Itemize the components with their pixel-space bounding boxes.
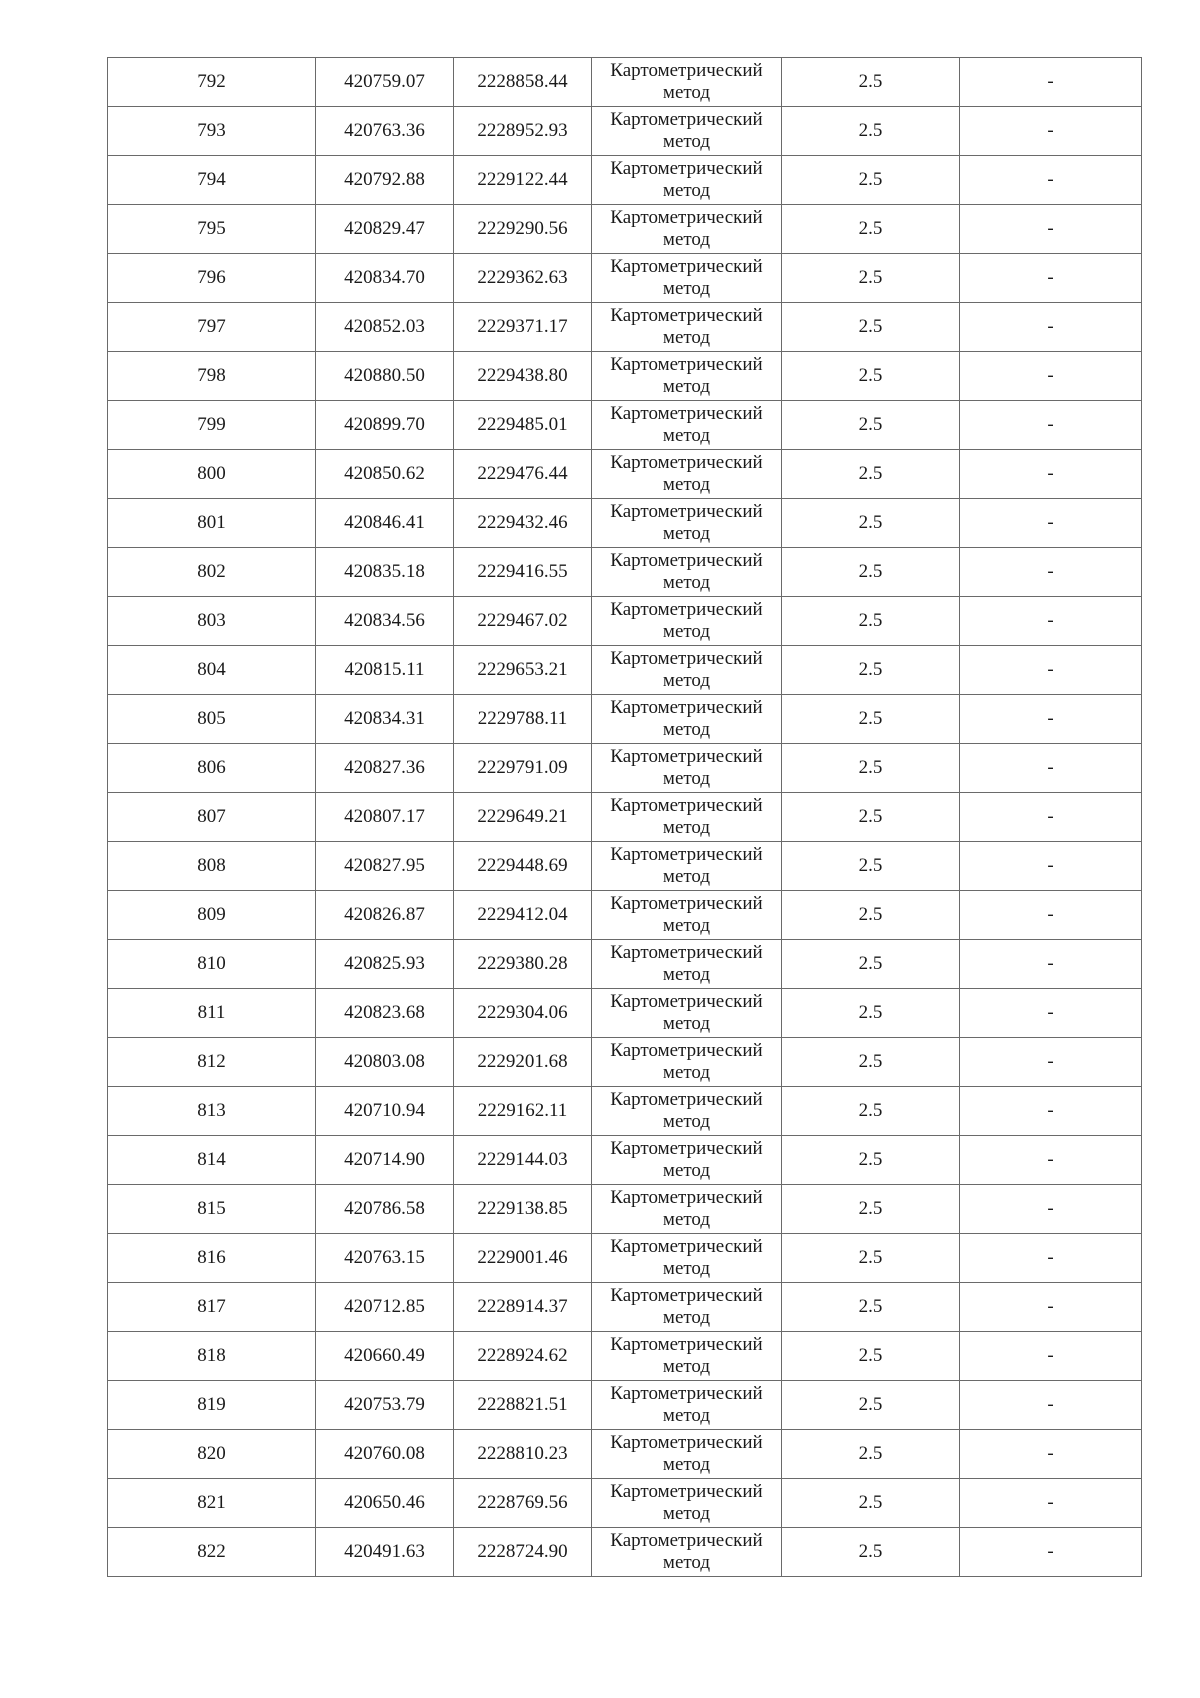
note-cell: - — [960, 1430, 1142, 1479]
accuracy-cell: 2.5 — [782, 548, 960, 597]
y-coordinate-cell: 2228724.90 — [454, 1528, 592, 1577]
point-number-cell: 796 — [108, 254, 316, 303]
x-coordinate-cell: 420786.58 — [316, 1185, 454, 1234]
y-coordinate-cell: 2229304.06 — [454, 989, 592, 1038]
method-cell — [592, 303, 782, 352]
note-cell: - — [960, 205, 1142, 254]
x-coordinate-cell: 420759.07 — [316, 58, 454, 107]
point-number-cell: 806 — [108, 744, 316, 793]
x-coordinate-cell: 420850.62 — [316, 450, 454, 499]
method-line-2: метод — [662, 1160, 711, 1181]
accuracy-cell: 2.5 — [782, 58, 960, 107]
note-cell: - — [960, 401, 1142, 450]
y-coordinate-cell: 2229144.03 — [454, 1136, 592, 1185]
point-number-cell: 804 — [108, 646, 316, 695]
note-cell: - — [960, 548, 1142, 597]
note-cell: - — [960, 499, 1142, 548]
method-line-2: метод — [662, 229, 711, 250]
method-line-1: Картометрический — [610, 158, 763, 179]
x-coordinate-cell: 420846.41 — [316, 499, 454, 548]
method-line-2: метод — [662, 1454, 711, 1475]
point-number-cell: 801 — [108, 499, 316, 548]
note-cell: - — [960, 1283, 1142, 1332]
note-cell: - — [960, 1332, 1142, 1381]
point-number-cell: 803 — [108, 597, 316, 646]
method-line-1: Картометрический — [610, 403, 763, 424]
table-row — [108, 891, 1142, 940]
x-coordinate-cell: 420710.94 — [316, 1087, 454, 1136]
x-coordinate-cell: 420826.87 — [316, 891, 454, 940]
method-line-1: Картометрический — [610, 844, 763, 865]
method-line-1: Картометрический — [610, 1089, 763, 1110]
note-cell: - — [960, 156, 1142, 205]
accuracy-cell: 2.5 — [782, 1479, 960, 1528]
method-line-1: Картометрический — [610, 697, 763, 718]
method-cell — [592, 1283, 782, 1332]
note-cell: - — [960, 940, 1142, 989]
point-number-cell: 816 — [108, 1234, 316, 1283]
method-line-1: Картометрический — [610, 305, 763, 326]
method-cell — [592, 156, 782, 205]
x-coordinate-cell: 420834.56 — [316, 597, 454, 646]
y-coordinate-cell: 2228952.93 — [454, 107, 592, 156]
method-cell — [592, 695, 782, 744]
coordinates-table-body — [108, 58, 1142, 1577]
table-row — [108, 1381, 1142, 1430]
method-line-1: Картометрический — [610, 1187, 763, 1208]
method-line-2: метод — [662, 278, 711, 299]
x-coordinate-cell: 420829.47 — [316, 205, 454, 254]
accuracy-cell: 2.5 — [782, 744, 960, 793]
accuracy-cell: 2.5 — [782, 1087, 960, 1136]
accuracy-cell: 2.5 — [782, 1185, 960, 1234]
table-row — [108, 1038, 1142, 1087]
accuracy-cell: 2.5 — [782, 842, 960, 891]
y-coordinate-cell: 2229412.04 — [454, 891, 592, 940]
table-row — [108, 1087, 1142, 1136]
x-coordinate-cell: 420491.63 — [316, 1528, 454, 1577]
table-row — [108, 254, 1142, 303]
x-coordinate-cell: 420834.70 — [316, 254, 454, 303]
accuracy-cell: 2.5 — [782, 793, 960, 842]
method-line-1: Картометрический — [610, 1432, 763, 1453]
method-line-1: Картометрический — [610, 1530, 763, 1551]
method-cell — [592, 58, 782, 107]
accuracy-cell: 2.5 — [782, 254, 960, 303]
point-number-cell: 799 — [108, 401, 316, 450]
point-number-cell: 818 — [108, 1332, 316, 1381]
method-line-2: метод — [662, 474, 711, 495]
method-cell — [592, 1136, 782, 1185]
point-number-cell: 795 — [108, 205, 316, 254]
note-cell: - — [960, 107, 1142, 156]
note-cell: - — [960, 1185, 1142, 1234]
method-line-2: метод — [662, 1258, 711, 1279]
method-line-2: метод — [662, 1503, 711, 1524]
method-line-2: метод — [662, 621, 711, 642]
y-coordinate-cell: 2228858.44 — [454, 58, 592, 107]
x-coordinate-cell: 420803.08 — [316, 1038, 454, 1087]
table-row — [108, 744, 1142, 793]
note-cell: - — [960, 793, 1142, 842]
method-line-1: Картометрический — [610, 354, 763, 375]
y-coordinate-cell: 2229001.46 — [454, 1234, 592, 1283]
method-line-1: Картометрический — [610, 795, 763, 816]
method-cell — [592, 597, 782, 646]
y-coordinate-cell: 2228810.23 — [454, 1430, 592, 1479]
method-line-2: метод — [662, 327, 711, 348]
note-cell: - — [960, 597, 1142, 646]
accuracy-cell: 2.5 — [782, 695, 960, 744]
y-coordinate-cell: 2229485.01 — [454, 401, 592, 450]
point-number-cell: 822 — [108, 1528, 316, 1577]
method-line-2: метод — [662, 1209, 711, 1230]
note-cell: - — [960, 891, 1142, 940]
point-number-cell: 798 — [108, 352, 316, 401]
note-cell: - — [960, 1528, 1142, 1577]
method-line-2: метод — [662, 1356, 711, 1377]
method-line-2: метод — [662, 1062, 711, 1083]
table-row — [108, 205, 1142, 254]
point-number-cell: 811 — [108, 989, 316, 1038]
note-cell: - — [960, 1234, 1142, 1283]
method-line-2: метод — [662, 180, 711, 201]
y-coordinate-cell: 2229467.02 — [454, 597, 592, 646]
accuracy-cell: 2.5 — [782, 401, 960, 450]
point-number-cell: 814 — [108, 1136, 316, 1185]
method-cell — [592, 940, 782, 989]
y-coordinate-cell: 2229290.56 — [454, 205, 592, 254]
accuracy-cell: 2.5 — [782, 646, 960, 695]
method-line-1: Картометрический — [610, 1138, 763, 1159]
method-cell — [592, 1234, 782, 1283]
table-row — [108, 1234, 1142, 1283]
method-cell — [592, 352, 782, 401]
y-coordinate-cell: 2229476.44 — [454, 450, 592, 499]
method-line-2: метод — [662, 866, 711, 887]
table-row — [108, 107, 1142, 156]
note-cell: - — [960, 450, 1142, 499]
method-line-2: метод — [662, 768, 711, 789]
method-line-1: Картометрический — [610, 893, 763, 914]
x-coordinate-cell: 420807.17 — [316, 793, 454, 842]
note-cell: - — [960, 352, 1142, 401]
note-cell: - — [960, 58, 1142, 107]
accuracy-cell: 2.5 — [782, 940, 960, 989]
y-coordinate-cell: 2229649.21 — [454, 793, 592, 842]
x-coordinate-cell: 420835.18 — [316, 548, 454, 597]
x-coordinate-cell: 420763.15 — [316, 1234, 454, 1283]
accuracy-cell: 2.5 — [782, 891, 960, 940]
method-line-1: Картометрический — [610, 60, 763, 81]
note-cell: - — [960, 744, 1142, 793]
method-cell — [592, 1087, 782, 1136]
method-line-2: метод — [662, 1307, 711, 1328]
table-row — [108, 58, 1142, 107]
y-coordinate-cell: 2228924.62 — [454, 1332, 592, 1381]
point-number-cell: 813 — [108, 1087, 316, 1136]
method-cell — [592, 646, 782, 695]
y-coordinate-cell: 2229788.11 — [454, 695, 592, 744]
method-line-1: Картометрический — [610, 109, 763, 130]
accuracy-cell: 2.5 — [782, 1038, 960, 1087]
x-coordinate-cell: 420823.68 — [316, 989, 454, 1038]
point-number-cell: 805 — [108, 695, 316, 744]
x-coordinate-cell: 420650.46 — [316, 1479, 454, 1528]
y-coordinate-cell: 2229371.17 — [454, 303, 592, 352]
accuracy-cell: 2.5 — [782, 1332, 960, 1381]
method-line-1: Картометрический — [610, 1334, 763, 1355]
x-coordinate-cell: 420852.03 — [316, 303, 454, 352]
point-number-cell: 812 — [108, 1038, 316, 1087]
method-line-1: Картометрический — [610, 452, 763, 473]
note-cell: - — [960, 695, 1142, 744]
y-coordinate-cell: 2228914.37 — [454, 1283, 592, 1332]
method-cell — [592, 107, 782, 156]
table-row — [108, 1528, 1142, 1577]
y-coordinate-cell: 2229122.44 — [454, 156, 592, 205]
method-cell — [592, 205, 782, 254]
table-row — [108, 1430, 1142, 1479]
accuracy-cell: 2.5 — [782, 597, 960, 646]
table-row — [108, 1479, 1142, 1528]
accuracy-cell: 2.5 — [782, 1283, 960, 1332]
note-cell: - — [960, 1381, 1142, 1430]
table-row — [108, 940, 1142, 989]
y-coordinate-cell: 2229416.55 — [454, 548, 592, 597]
x-coordinate-cell: 420792.88 — [316, 156, 454, 205]
table-row — [108, 1283, 1142, 1332]
note-cell: - — [960, 254, 1142, 303]
coordinates-table — [107, 57, 1142, 1577]
table-row — [108, 156, 1142, 205]
method-line-2: метод — [662, 915, 711, 936]
point-number-cell: 808 — [108, 842, 316, 891]
method-line-1: Картометрический — [610, 1383, 763, 1404]
method-cell — [592, 842, 782, 891]
accuracy-cell: 2.5 — [782, 1381, 960, 1430]
y-coordinate-cell: 2229380.28 — [454, 940, 592, 989]
method-line-2: метод — [662, 719, 711, 740]
method-line-1: Картометрический — [610, 648, 763, 669]
method-cell — [592, 891, 782, 940]
method-line-2: метод — [662, 670, 711, 691]
accuracy-cell: 2.5 — [782, 107, 960, 156]
method-cell — [592, 989, 782, 1038]
table-row — [108, 793, 1142, 842]
note-cell: - — [960, 1087, 1142, 1136]
point-number-cell: 810 — [108, 940, 316, 989]
method-line-1: Картометрический — [610, 1481, 763, 1502]
point-number-cell: 820 — [108, 1430, 316, 1479]
table-row — [108, 842, 1142, 891]
table-row — [108, 646, 1142, 695]
table-row — [108, 989, 1142, 1038]
method-line-1: Картометрический — [610, 1236, 763, 1257]
table-row — [108, 450, 1142, 499]
method-line-1: Картометрический — [610, 599, 763, 620]
table-row — [108, 1136, 1142, 1185]
method-line-2: метод — [662, 1552, 711, 1573]
x-coordinate-cell: 420834.31 — [316, 695, 454, 744]
x-coordinate-cell: 420825.93 — [316, 940, 454, 989]
accuracy-cell: 2.5 — [782, 1234, 960, 1283]
method-line-2: метод — [662, 82, 711, 103]
method-line-1: Картометрический — [610, 1040, 763, 1061]
point-number-cell: 819 — [108, 1381, 316, 1430]
y-coordinate-cell: 2229448.69 — [454, 842, 592, 891]
method-line-1: Картометрический — [610, 991, 763, 1012]
method-line-2: метод — [662, 1405, 711, 1426]
table-row — [108, 548, 1142, 597]
y-coordinate-cell: 2229138.85 — [454, 1185, 592, 1234]
y-coordinate-cell: 2228769.56 — [454, 1479, 592, 1528]
accuracy-cell: 2.5 — [782, 1528, 960, 1577]
method-line-1: Картометрический — [610, 207, 763, 228]
x-coordinate-cell: 420827.36 — [316, 744, 454, 793]
method-cell — [592, 254, 782, 303]
y-coordinate-cell: 2229362.63 — [454, 254, 592, 303]
method-line-2: метод — [662, 425, 711, 446]
point-number-cell: 800 — [108, 450, 316, 499]
note-cell: - — [960, 842, 1142, 891]
method-cell — [592, 744, 782, 793]
note-cell: - — [960, 1479, 1142, 1528]
method-line-1: Картометрический — [610, 256, 763, 277]
method-line-1: Картометрический — [610, 501, 763, 522]
x-coordinate-cell: 420880.50 — [316, 352, 454, 401]
y-coordinate-cell: 2229162.11 — [454, 1087, 592, 1136]
accuracy-cell: 2.5 — [782, 205, 960, 254]
method-line-2: метод — [662, 131, 711, 152]
y-coordinate-cell: 2229653.21 — [454, 646, 592, 695]
method-line-1: Картометрический — [610, 942, 763, 963]
note-cell: - — [960, 646, 1142, 695]
method-cell — [592, 1479, 782, 1528]
x-coordinate-cell: 420753.79 — [316, 1381, 454, 1430]
method-line-2: метод — [662, 964, 711, 985]
accuracy-cell: 2.5 — [782, 1430, 960, 1479]
method-cell — [592, 450, 782, 499]
table-row — [108, 499, 1142, 548]
table-row — [108, 352, 1142, 401]
point-number-cell: 797 — [108, 303, 316, 352]
x-coordinate-cell: 420815.11 — [316, 646, 454, 695]
method-line-1: Картометрический — [610, 746, 763, 767]
note-cell: - — [960, 1136, 1142, 1185]
x-coordinate-cell: 420714.90 — [316, 1136, 454, 1185]
accuracy-cell: 2.5 — [782, 303, 960, 352]
y-coordinate-cell: 2229201.68 — [454, 1038, 592, 1087]
note-cell: - — [960, 989, 1142, 1038]
y-coordinate-cell: 2229438.80 — [454, 352, 592, 401]
method-line-1: Картометрический — [610, 1285, 763, 1306]
y-coordinate-cell: 2228821.51 — [454, 1381, 592, 1430]
note-cell: - — [960, 1038, 1142, 1087]
method-cell — [592, 1381, 782, 1430]
method-line-2: метод — [662, 572, 711, 593]
method-line-2: метод — [662, 1013, 711, 1034]
method-cell — [592, 548, 782, 597]
method-cell — [592, 499, 782, 548]
x-coordinate-cell: 420827.95 — [316, 842, 454, 891]
method-line-2: метод — [662, 523, 711, 544]
accuracy-cell: 2.5 — [782, 989, 960, 1038]
x-coordinate-cell: 420763.36 — [316, 107, 454, 156]
point-number-cell: 809 — [108, 891, 316, 940]
point-number-cell: 794 — [108, 156, 316, 205]
table-row — [108, 303, 1142, 352]
method-line-1: Картометрический — [610, 550, 763, 571]
accuracy-cell: 2.5 — [782, 352, 960, 401]
method-cell — [592, 1185, 782, 1234]
table-row — [108, 1185, 1142, 1234]
method-cell — [592, 793, 782, 842]
accuracy-cell: 2.5 — [782, 450, 960, 499]
accuracy-cell: 2.5 — [782, 1136, 960, 1185]
point-number-cell: 815 — [108, 1185, 316, 1234]
method-cell — [592, 1332, 782, 1381]
table-row — [108, 401, 1142, 450]
accuracy-cell: 2.5 — [782, 499, 960, 548]
x-coordinate-cell: 420760.08 — [316, 1430, 454, 1479]
x-coordinate-cell: 420660.49 — [316, 1332, 454, 1381]
point-number-cell: 821 — [108, 1479, 316, 1528]
point-number-cell: 792 — [108, 58, 316, 107]
table-row — [108, 1332, 1142, 1381]
method-cell — [592, 1038, 782, 1087]
method-line-2: метод — [662, 817, 711, 838]
method-cell — [592, 1528, 782, 1577]
y-coordinate-cell: 2229791.09 — [454, 744, 592, 793]
x-coordinate-cell: 420712.85 — [316, 1283, 454, 1332]
table-row — [108, 695, 1142, 744]
note-cell: - — [960, 303, 1142, 352]
point-number-cell: 793 — [108, 107, 316, 156]
point-number-cell: 802 — [108, 548, 316, 597]
method-cell — [592, 1430, 782, 1479]
table-row — [108, 597, 1142, 646]
method-line-2: метод — [662, 376, 711, 397]
method-cell — [592, 401, 782, 450]
method-line-2: метод — [662, 1111, 711, 1132]
x-coordinate-cell: 420899.70 — [316, 401, 454, 450]
accuracy-cell: 2.5 — [782, 156, 960, 205]
point-number-cell: 817 — [108, 1283, 316, 1332]
point-number-cell: 807 — [108, 793, 316, 842]
y-coordinate-cell: 2229432.46 — [454, 499, 592, 548]
